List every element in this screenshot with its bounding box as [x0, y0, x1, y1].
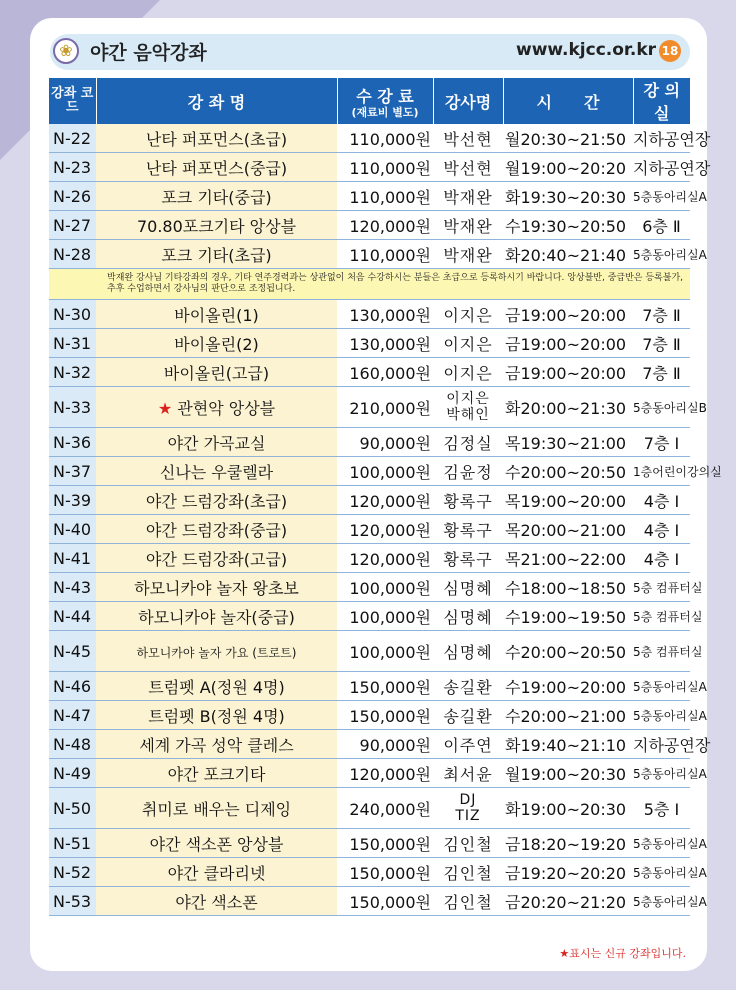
teacher-name: 김윤정 — [443, 462, 493, 482]
course-room: 5층동아리실A — [633, 240, 690, 269]
course-room: 4층 Ⅰ — [633, 515, 690, 544]
course-title-text: 트럼펫 A(정원 4명) — [148, 677, 285, 697]
course-time: 화20:00~21:30 — [503, 387, 633, 428]
course-time: 화19:30~20:30 — [503, 182, 633, 211]
course-time: 목19:30~21:00 — [503, 428, 633, 457]
course-room: 5층동아리실A — [633, 759, 690, 788]
teacher-name: DJ TIZ — [455, 792, 481, 824]
course-time: 수20:00~20:50 — [503, 457, 633, 486]
course-title-text: 난타 퍼포먼스(중급) — [145, 158, 288, 178]
course-teacher — [433, 788, 503, 829]
course-title — [96, 153, 337, 182]
course-title — [96, 211, 337, 240]
page-title: 야간 음악강좌 — [90, 42, 207, 64]
course-code: N-31 — [49, 329, 96, 358]
course-fee: 150,000원 — [337, 887, 433, 916]
course-code: N-49 — [49, 759, 96, 788]
course-fee: 100,000원 — [337, 457, 433, 486]
course-title — [96, 486, 337, 515]
course-teacher — [433, 858, 503, 887]
course-code: N-27 — [49, 211, 96, 240]
course-code: N-46 — [49, 672, 96, 701]
course-time: 수19:00~19:50 — [503, 602, 633, 631]
course-title — [96, 329, 337, 358]
course-room: 5층 Ⅰ — [633, 788, 690, 829]
course-code: N-44 — [49, 602, 96, 631]
course-teacher — [433, 329, 503, 358]
course-code: N-53 — [49, 887, 96, 916]
course-teacher — [433, 387, 503, 428]
course-teacher — [433, 701, 503, 730]
teacher-name: 박재완 — [443, 216, 493, 236]
course-time: 목20:00~21:00 — [503, 515, 633, 544]
course-table — [49, 78, 722, 916]
course-code: N-47 — [49, 701, 96, 730]
course-teacher — [433, 182, 503, 211]
teacher-name: 심명혜 — [443, 607, 493, 627]
course-title-text: 야간 드럼강좌(중급) — [145, 520, 288, 540]
course-room: 지하공연장 — [633, 730, 690, 759]
table-row — [49, 387, 690, 428]
course-title — [96, 631, 337, 672]
course-title — [96, 788, 337, 829]
course-title-text: 야간 드럼강좌(고급) — [145, 549, 288, 569]
course-title-text: 야간 포크기타 — [167, 764, 266, 784]
teacher-name: 이지은 — [443, 334, 493, 354]
column-header-code: 강좌 코드 — [49, 78, 96, 124]
course-code: N-23 — [49, 153, 96, 182]
teacher-name: 김정실 — [443, 433, 493, 453]
table-row — [49, 788, 690, 829]
table-row — [49, 829, 690, 858]
course-time: 월19:00~20:30 — [503, 759, 633, 788]
teacher-name: 이지은 — [443, 363, 493, 383]
course-title-text: 하모니카야 놀자(중급) — [138, 607, 295, 627]
course-teacher — [433, 544, 503, 573]
course-room: 6층 Ⅱ — [633, 211, 690, 240]
course-code: N-52 — [49, 858, 96, 887]
course-room: 지하공연장 — [633, 124, 690, 153]
table-row — [49, 573, 690, 602]
course-title — [96, 124, 337, 153]
table-row — [49, 153, 690, 182]
course-title-text: 바이올린(고급) — [163, 363, 270, 383]
course-code: N-26 — [49, 182, 96, 211]
logo-glyph: ❀ — [59, 41, 73, 60]
course-title — [96, 887, 337, 916]
course-fee: 110,000원 — [337, 240, 433, 269]
course-time: 월20:30~21:50 — [503, 124, 633, 153]
course-title-text: 바이올린(1) — [174, 305, 259, 325]
course-room: 7층 Ⅱ — [633, 329, 690, 358]
course-teacher — [433, 515, 503, 544]
teacher-name: 이지은 박해인 — [446, 391, 490, 423]
teacher-name: 김인철 — [443, 863, 493, 883]
teacher-name: 이주연 — [443, 735, 493, 755]
course-title — [96, 858, 337, 887]
teacher-name: 심명혜 — [443, 578, 493, 598]
course-title-text: 야간 가곡교실 — [167, 433, 266, 453]
course-fee: 120,000원 — [337, 515, 433, 544]
course-title-text: 야간 색소폰 앙상블 — [149, 834, 284, 854]
course-teacher — [433, 300, 503, 329]
course-time: 수18:00~18:50 — [503, 573, 633, 602]
course-title-text: 하모니카야 놀자 가요 (트로트) — [136, 645, 297, 660]
course-teacher — [433, 829, 503, 858]
table-row — [49, 457, 690, 486]
course-time: 금19:00~20:00 — [503, 300, 633, 329]
course-time: 수20:00~21:00 — [503, 701, 633, 730]
table-row — [49, 300, 690, 329]
course-fee: 160,000원 — [337, 358, 433, 387]
course-fee: 120,000원 — [337, 211, 433, 240]
course-fee: 130,000원 — [337, 300, 433, 329]
course-code: N-48 — [49, 730, 96, 759]
course-teacher — [433, 573, 503, 602]
course-time: 금18:20~19:20 — [503, 829, 633, 858]
course-time: 화19:40~21:10 — [503, 730, 633, 759]
table-row — [49, 329, 690, 358]
table-row — [49, 887, 690, 916]
course-teacher — [433, 358, 503, 387]
teacher-name: 김인철 — [443, 834, 493, 854]
table-row — [49, 486, 690, 515]
course-code: N-43 — [49, 573, 96, 602]
teacher-name: 송길환 — [443, 706, 493, 726]
teacher-name: 이지은 — [443, 305, 493, 325]
course-code: N-32 — [49, 358, 96, 387]
course-fee: 120,000원 — [337, 544, 433, 573]
course-fee: 90,000원 — [337, 730, 433, 759]
course-title — [96, 358, 337, 387]
course-fee: 150,000원 — [337, 672, 433, 701]
course-title — [96, 387, 337, 428]
course-title — [96, 829, 337, 858]
course-title-text: 하모니카야 놀자 왕초보 — [134, 578, 299, 598]
course-time: 수20:00~20:50 — [503, 631, 633, 672]
course-teacher — [433, 240, 503, 269]
course-title-text: 난타 퍼포먼스(초급) — [145, 129, 288, 149]
course-title — [96, 457, 337, 486]
course-title — [96, 730, 337, 759]
course-fee: 120,000원 — [337, 486, 433, 515]
course-fee: 90,000원 — [337, 428, 433, 457]
table-row — [49, 858, 690, 887]
course-room: 5층동아리실A — [633, 887, 690, 916]
guitar-course-note: 박재완 강사님 기타강좌의 경우, 기타 연주경력과는 상관없이 처음 수강하시는 분들은 초급으로 등록하시기 바랍니다. 앙상블반, 중급반은 등록불가, 추후 수업하면서 강사님의 판단으로 조정됩니다. — [49, 269, 690, 300]
course-title-text: 관현악 앙상블 — [177, 398, 276, 418]
course-title-text: 포크 기타(중급) — [161, 187, 272, 207]
table-row — [49, 358, 690, 387]
course-title — [96, 428, 337, 457]
course-title — [96, 182, 337, 211]
teacher-name: 최서윤 — [443, 764, 493, 784]
guitar-course-note-row — [49, 269, 690, 300]
course-fee: 150,000원 — [337, 829, 433, 858]
course-fee: 130,000원 — [337, 329, 433, 358]
course-code: N-41 — [49, 544, 96, 573]
course-teacher — [433, 602, 503, 631]
course-title-text: 야간 색소폰 — [175, 892, 258, 912]
course-room: 7층 Ⅱ — [633, 300, 690, 329]
course-title — [96, 701, 337, 730]
course-fee: 110,000원 — [337, 182, 433, 211]
course-fee: 110,000원 — [337, 153, 433, 182]
course-fee: 120,000원 — [337, 759, 433, 788]
course-room: 지하공연장 — [633, 153, 690, 182]
course-code: N-36 — [49, 428, 96, 457]
teacher-name: 황록구 — [443, 520, 493, 540]
teacher-name: 김인철 — [443, 892, 493, 912]
kjcc-flower-logo-icon — [53, 38, 79, 64]
course-time: 화19:00~20:30 — [503, 788, 633, 829]
course-room: 4층 Ⅰ — [633, 544, 690, 573]
course-room: 5층동아리실A — [633, 701, 690, 730]
table-row — [49, 124, 690, 153]
teacher-name: 심명혜 — [443, 642, 493, 662]
course-teacher — [433, 887, 503, 916]
table-row — [49, 428, 690, 457]
course-room: 5층 컴퓨터실 — [633, 573, 690, 602]
course-code: N-39 — [49, 486, 96, 515]
table-row — [49, 515, 690, 544]
course-title-text: 바이올린(2) — [174, 334, 259, 354]
course-teacher — [433, 759, 503, 788]
course-title — [96, 759, 337, 788]
table-row — [49, 759, 690, 788]
course-fee: 100,000원 — [337, 573, 433, 602]
course-time: 화20:40~21:40 — [503, 240, 633, 269]
course-teacher — [433, 672, 503, 701]
course-room: 5층동아리실A — [633, 858, 690, 887]
course-teacher — [433, 211, 503, 240]
course-title — [96, 515, 337, 544]
column-header-teacher: 강사명 — [433, 78, 503, 124]
teacher-name: 박재완 — [443, 187, 493, 207]
course-time: 금19:00~20:00 — [503, 329, 633, 358]
course-time: 월19:00~20:20 — [503, 153, 633, 182]
table-row — [49, 730, 690, 759]
course-room: 7층 Ⅱ — [633, 358, 690, 387]
course-code: N-51 — [49, 829, 96, 858]
course-code: N-28 — [49, 240, 96, 269]
course-fee: 150,000원 — [337, 858, 433, 887]
course-title-text: 신나는 우쿨렐라 — [159, 462, 274, 482]
course-title — [96, 544, 337, 573]
course-title-text: 세계 가곡 성악 클레스 — [139, 735, 294, 755]
course-teacher — [433, 124, 503, 153]
course-room: 5층 컴퓨터실 — [633, 602, 690, 631]
course-teacher — [433, 153, 503, 182]
course-room: 4층 Ⅰ — [633, 486, 690, 515]
course-teacher — [433, 486, 503, 515]
course-teacher — [433, 631, 503, 672]
course-code: N-30 — [49, 300, 96, 329]
course-fee: 150,000원 — [337, 701, 433, 730]
teacher-name: 황록구 — [443, 491, 493, 511]
course-teacher — [433, 428, 503, 457]
course-fee: 100,000원 — [337, 602, 433, 631]
teacher-name: 박재완 — [443, 245, 493, 265]
course-title-text: 취미로 배우는 디제잉 — [141, 799, 292, 819]
course-title — [96, 300, 337, 329]
course-code: N-33 — [49, 387, 96, 428]
course-room: 5층동아리실A — [633, 672, 690, 701]
course-fee: 100,000원 — [337, 631, 433, 672]
course-title-text: 포크 기타(초급) — [161, 245, 272, 265]
course-fee: 240,000원 — [337, 788, 433, 829]
table-row — [49, 182, 690, 211]
course-teacher — [433, 457, 503, 486]
course-teacher — [433, 730, 503, 759]
course-time: 금19:00~20:00 — [503, 358, 633, 387]
column-header-fee: 수 강 료 (재료비 별도) — [337, 78, 433, 124]
course-time: 수19:00~20:00 — [503, 672, 633, 701]
course-fee: 210,000원 — [337, 387, 433, 428]
course-title — [96, 573, 337, 602]
course-room: 1층어린이강의실 — [633, 457, 690, 486]
course-title-text: 야간 클라리넷 — [167, 863, 266, 883]
new-course-footnote: ★표시는 신규 강좌입니다. — [559, 947, 686, 960]
course-time: 금19:20~20:20 — [503, 858, 633, 887]
course-code: N-40 — [49, 515, 96, 544]
course-title — [96, 240, 337, 269]
column-header-room: 강 의 실 — [633, 78, 690, 124]
course-code: N-45 — [49, 631, 96, 672]
course-title — [96, 602, 337, 631]
new-course-star-icon: ★ — [157, 398, 173, 418]
course-fee: 110,000원 — [337, 124, 433, 153]
course-title-text: 야간 드럼강좌(초급) — [145, 491, 288, 511]
teacher-name: 박선현 — [443, 129, 493, 149]
course-title-text: 70.80포크기타 앙상블 — [136, 216, 297, 236]
table-row — [49, 631, 690, 672]
column-header-title: 강 좌 명 — [96, 78, 337, 124]
course-room: 7층 Ⅰ — [633, 428, 690, 457]
course-code: N-50 — [49, 788, 96, 829]
teacher-name: 송길환 — [443, 677, 493, 697]
page-number-badge: 18 — [659, 40, 681, 62]
course-time: 목21:00~22:00 — [503, 544, 633, 573]
website-link[interactable]: www.kjcc.or.kr — [516, 40, 657, 60]
table-row — [49, 672, 690, 701]
table-row — [49, 701, 690, 730]
course-time: 금20:20~21:20 — [503, 887, 633, 916]
course-code: N-37 — [49, 457, 96, 486]
course-time: 수19:30~20:50 — [503, 211, 633, 240]
table-row — [49, 602, 690, 631]
teacher-name: 황록구 — [443, 549, 493, 569]
table-header-row — [49, 78, 690, 124]
course-room: 5층동아리실A — [633, 182, 690, 211]
table-row — [49, 544, 690, 573]
table-row — [49, 240, 690, 269]
course-time: 목19:00~20:00 — [503, 486, 633, 515]
table-row — [49, 211, 690, 240]
teacher-name: 박선현 — [443, 158, 493, 178]
course-title — [96, 672, 337, 701]
course-code: N-22 — [49, 124, 96, 153]
course-room: 5층동아리실A — [633, 829, 690, 858]
course-room: 5층 컴퓨터실 — [633, 631, 690, 672]
course-room: 5층동아리실B — [633, 387, 690, 428]
course-title-text: 트럼펫 B(정원 4명) — [148, 706, 285, 726]
column-header-time: 시 간 — [503, 78, 633, 124]
